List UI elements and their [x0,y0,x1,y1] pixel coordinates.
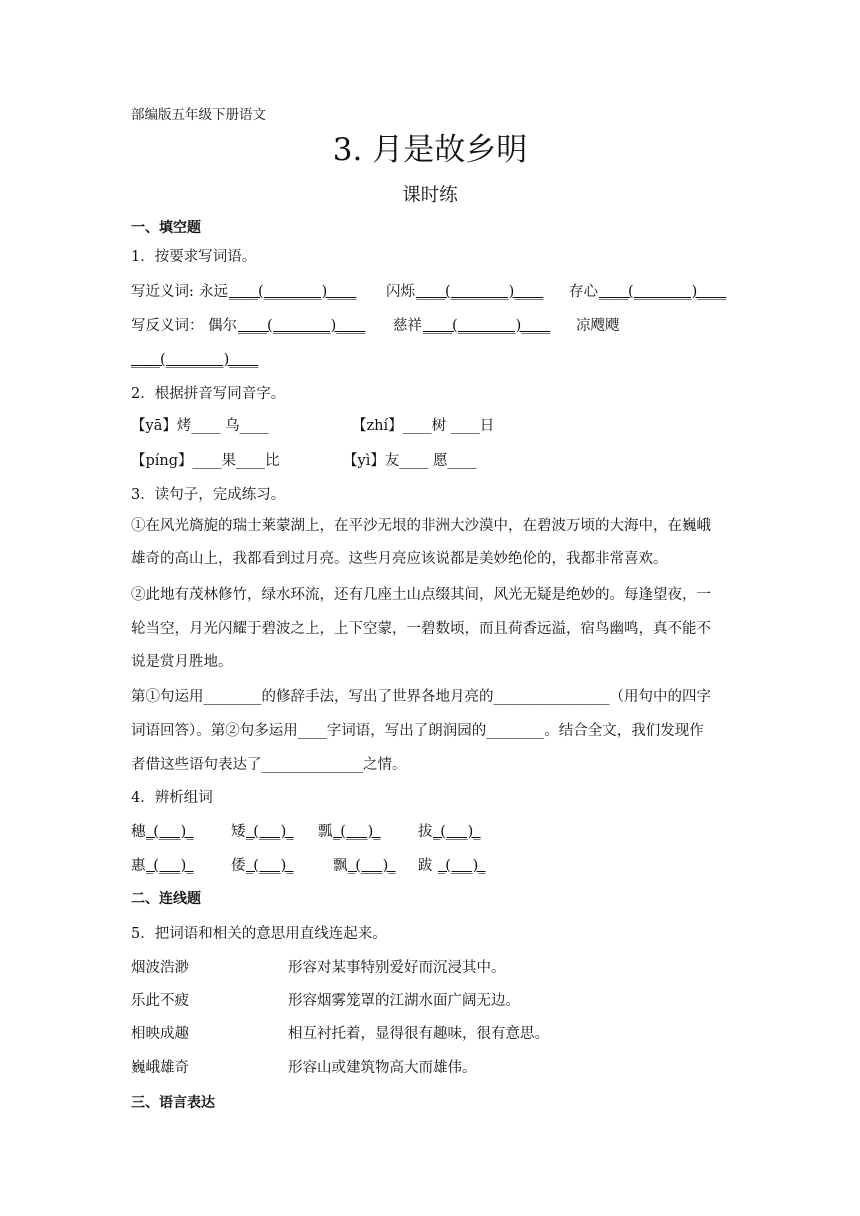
lesson-title: 3. 月是故乡明 [332,132,528,168]
q3-passage-line: 雄奇的高山上，我都看到过月亮。这些月亮应该说都是美妙绝伦的，我都非常喜欢。 [131,551,668,567]
q5-meaning[interactable]: 形容山或建筑物高大而雄伟。 [288,1060,477,1076]
q5-meaning[interactable]: 形容对某事特别爱好而沉浸其中。 [288,960,506,976]
q2-item: 【yā】烤____ 乌____ [131,418,269,434]
q3-passage-line: 说是赏月胜地。 [131,654,233,670]
section-fill-blank: 一、填空题 [131,220,201,236]
q1-blank[interactable]: ____(________)____ [423,318,551,334]
q4-char: 倭 [231,858,246,874]
doc-header: 部编版五年级下册语文 [131,107,266,123]
q4-char: 拔 [418,824,433,840]
q3-task-line: 第①句运用________的修辞手法，写出了世界各地月亮的________________（用句中的四字 [131,689,711,705]
q3-passage-line: ②此地有茂林修竹，绿水环流，还有几座土山点缀其间，风光无疑是绝妙的。每逢望夜，一 [131,587,711,603]
q4-blank[interactable]: _(___)_ [348,858,396,874]
q5-word[interactable]: 烟波浩渺 [131,960,189,976]
q1-blank[interactable]: ____(________)____ [238,318,366,334]
q1-antonym-label: 写反义词： [131,318,204,334]
q2-prompt: 2．根据拼音写同音字。 [131,386,286,402]
q4-blank[interactable]: _(___)_ [146,858,194,874]
lesson-subtitle: 课时练 [402,185,458,206]
q1-synonym-word: 闪烁 [386,284,415,300]
q4-blank[interactable]: _(___)_ [433,824,481,840]
q1-blank[interactable]: ____(________)____ [416,284,544,300]
q3-passage-line: 轮当空，月光闪耀于碧波之上，上下空蒙，一碧数顷，而且荷香远溢，宿鸟幽鸣，真不能不 [131,621,711,637]
q4-char: 穗 [131,824,146,840]
q1-antonym-word: 凉飕飕 [576,318,620,334]
q1-blank[interactable]: ____(________)____ [131,352,259,368]
q4-blank[interactable]: _(___)_ [246,824,294,840]
q5-word[interactable]: 相映成趣 [131,1026,189,1042]
q1-prompt: 1．按要求写词语。 [131,249,257,265]
q3-prompt: 3．读句子，完成练习。 [131,487,286,503]
q4-blank[interactable]: _(___)_ [146,824,194,840]
q5-meaning[interactable]: 形容烟雾笼罩的江湖水面广阔无边。 [288,993,520,1009]
q1-blank[interactable]: ____(________)____ [599,284,727,300]
q1-blank[interactable]: ____(________)____ [229,284,357,300]
q3-task-line: 者借这些语句表达了______________之情。 [131,757,407,773]
q4-prompt: 4．辨析组词 [131,790,213,806]
q3-task-line: 词语回答）。第②句多运用____字词语，写出了朗润园的________。结合全文，我们发现作 [131,723,704,739]
q5-word[interactable]: 乐此不疲 [131,993,189,1009]
q3-passage-line: ①在风光旖旎的瑞士莱蒙湖上，在平沙无垠的非洲大沙漠中，在碧波万顷的大海中，在巍峨 [131,518,711,534]
q1-synonym-label: 写近义词: [131,284,194,300]
q4-char: 惠 [131,858,146,874]
q5-word[interactable]: 巍峨雄奇 [131,1060,189,1076]
q1-antonym-word: 慈祥 [393,318,422,334]
q4-blank[interactable]: _(___)_ [333,824,381,840]
q4-char: 跋 [418,858,433,874]
q1-synonym-word: 存心 [569,284,598,300]
section-language-expression: 三、语言表达 [131,1095,215,1111]
section-matching: 二、连线题 [131,891,201,907]
q4-blank[interactable]: _(___)_ [438,858,486,874]
q5-prompt: 5．把词语和相关的意思用直线连起来。 [131,926,387,942]
q1-antonym-word: 偶尔 [208,318,237,334]
q1-synonym-word: 永远 [199,284,228,300]
q2-item: 【píng】____果____比 [131,453,280,469]
q4-blank[interactable]: _(___)_ [246,858,294,874]
q4-char: 矮 [231,824,246,840]
q4-char: 飘 [333,858,348,874]
q2-item: 【zhí】____树 ____日 [352,418,495,434]
q5-meaning[interactable]: 相互衬托着，显得很有趣味，很有意思。 [288,1026,549,1042]
q2-item: 【yì】友____ 愿____ [343,453,477,469]
q4-char: 瓢 [318,824,333,840]
